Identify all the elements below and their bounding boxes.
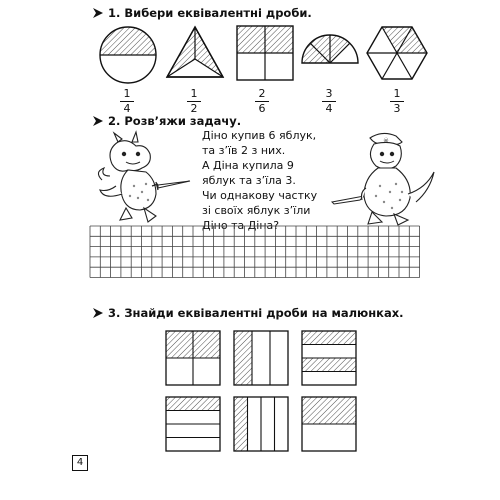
denominator: 4 bbox=[123, 102, 131, 115]
problem-line: Чи однакову частку bbox=[202, 189, 318, 202]
denominator: 2 bbox=[190, 102, 198, 115]
dragon-knight-illustration bbox=[92, 130, 192, 226]
problem-text bbox=[202, 128, 320, 233]
fraction-square bbox=[301, 330, 357, 386]
problem-line: А Діна купила 9 bbox=[202, 159, 294, 172]
numerator: 3 bbox=[325, 87, 333, 100]
numerator: 1 bbox=[123, 87, 131, 100]
page-number: 4 bbox=[72, 455, 88, 471]
numerator: 2 bbox=[258, 87, 266, 100]
fraction-square bbox=[165, 396, 221, 452]
hexagon-shape bbox=[366, 25, 428, 81]
fraction-label bbox=[187, 88, 201, 115]
problem-line: Діно купив 6 яблук, bbox=[202, 129, 317, 142]
pirate-dragon-illustration bbox=[330, 130, 440, 226]
task3-arrow-icon bbox=[92, 307, 104, 319]
fraction-label bbox=[120, 88, 134, 115]
task2-arrow-icon bbox=[92, 115, 104, 127]
problem-line: яблук та з’їла 3. bbox=[202, 174, 296, 187]
triangle-shape bbox=[165, 25, 225, 83]
fraction-label bbox=[322, 88, 336, 115]
task1-title: 1. Вибери еквівалентні дроби. bbox=[108, 6, 312, 20]
problem-line: Діно та Діна? bbox=[202, 219, 280, 232]
circle-shape bbox=[98, 25, 158, 85]
problem-line: зі своїх яблук з’їли bbox=[202, 204, 311, 217]
fraction-label bbox=[255, 88, 269, 115]
fraction-label bbox=[390, 88, 404, 115]
fraction-square bbox=[301, 396, 357, 452]
answer-grid[interactable] bbox=[90, 226, 425, 278]
square-shape bbox=[236, 25, 294, 81]
fraction-square bbox=[165, 330, 221, 386]
problem-line: та з’їв 2 з них. bbox=[202, 144, 286, 157]
task1-arrow-icon bbox=[92, 7, 104, 19]
svg-text:☠: ☠ bbox=[383, 137, 389, 144]
denominator: 3 bbox=[393, 102, 401, 115]
fraction-square bbox=[233, 396, 289, 452]
fraction-square bbox=[233, 330, 289, 386]
denominator: 4 bbox=[325, 102, 333, 115]
denominator: 6 bbox=[258, 102, 266, 115]
numerator: 1 bbox=[393, 87, 401, 100]
task2-title: 2. Розв’яжи задачу. bbox=[108, 114, 242, 128]
task3-title: 3. Знайди еквівалентні дроби на малюнках. bbox=[108, 306, 404, 320]
semicircle-shape bbox=[300, 32, 360, 66]
numerator: 1 bbox=[190, 87, 198, 100]
